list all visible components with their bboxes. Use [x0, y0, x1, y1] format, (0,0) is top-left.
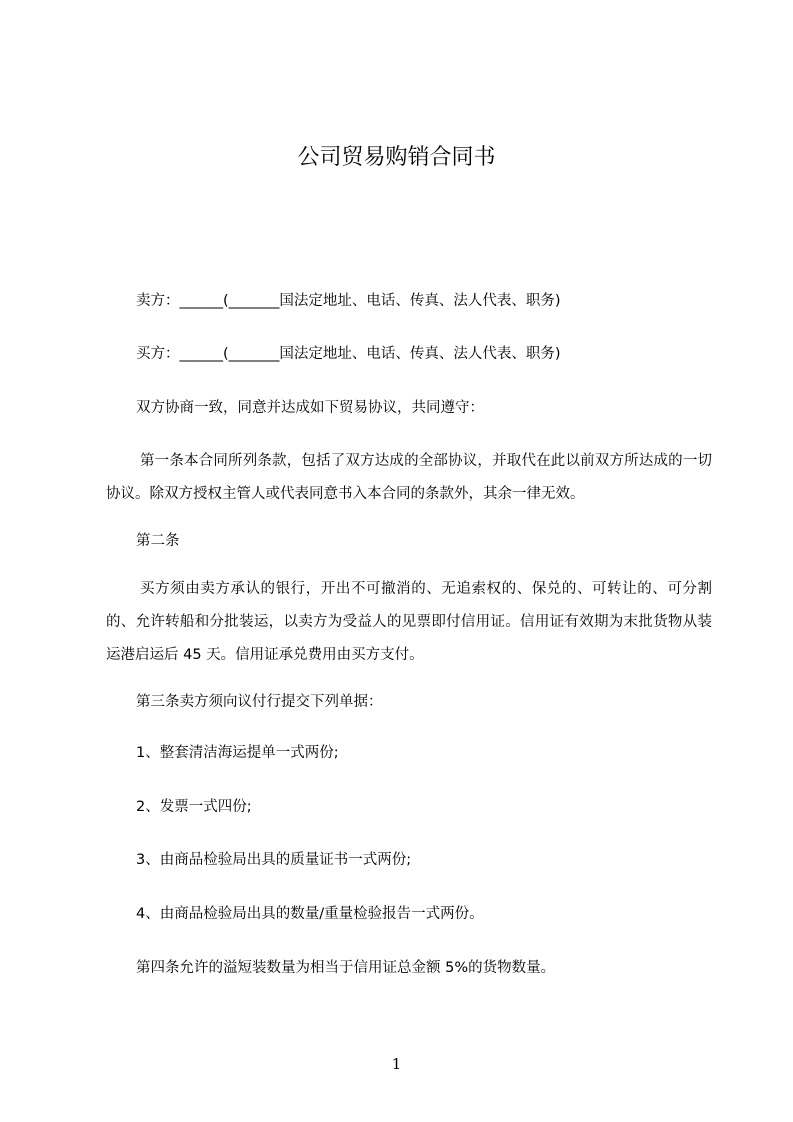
article-2-paragraph: 买方须由卖方承认的银行，开出不可撤消的、无追索权的、保兑的、可转让的、可分割的、允许转船和分批装运，以卖方为受益人的见票即付信用证。信用证有效期为末批货物从装运港启运后 45 天。信用证承兑费用由买方支付。: [106, 581, 712, 663]
article-4-line: 第四条允许的溢短装数量为相当于信用证总金额 5%的货物数量。: [136, 960, 556, 976]
article-3-item-1: 1、整套清洁海运提单一式两份;: [136, 745, 339, 761]
article-2-heading: 第二条: [136, 533, 180, 549]
document-title: 公司贸易购销合同书: [297, 145, 496, 170]
agreement-line: 双方协商一致，同意并达成如下贸易协议，共同遵守：: [136, 400, 484, 416]
article-3-item-2: 2、发票一式四份;: [136, 799, 252, 815]
article-3-item-4: 4、由商品检验局出具的数量/重量检验报告一式两份。: [136, 906, 484, 922]
buyer-line: 买方：______(_______国法定地址、电话、传真、法人代表、职务): [136, 346, 561, 362]
article-3-heading: 第三条卖方须向议付行提交下列单据：: [136, 694, 383, 710]
article-3-item-3: 3、由商品检验局出具的质量证书一式两份;: [136, 852, 412, 868]
seller-line: 卖方：______(_______国法定地址、电话、传真、法人代表、职务): [136, 293, 561, 309]
article-1-paragraph: 第一条本合同所列条款，包括了双方达成的全部协议，并取代在此以前双方所达成的一切协议。除双方授权主管人或代表同意书入本合同的条款外，其余一律无效。: [106, 453, 712, 502]
page-number: 1: [391, 1055, 402, 1073]
